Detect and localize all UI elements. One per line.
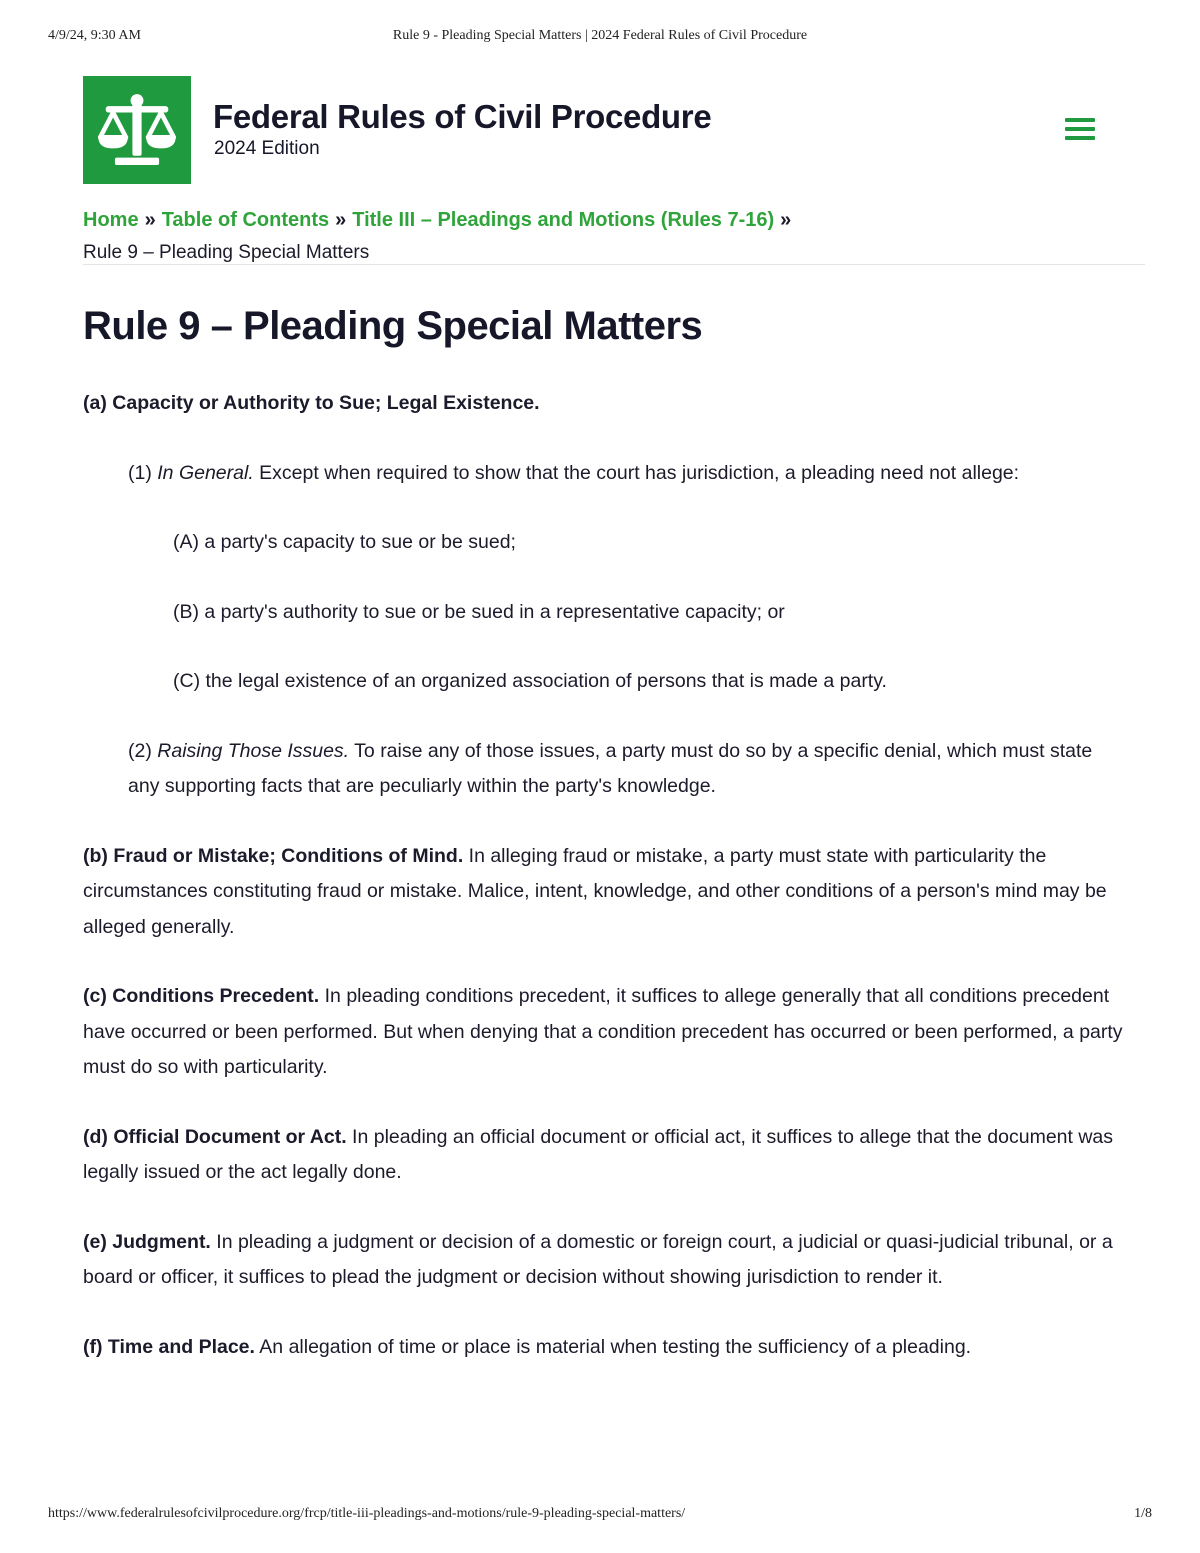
section-c-heading: Conditions Precedent. [112,985,320,1007]
section-d-label: (d) [83,1125,108,1148]
section-c-label: (c) [83,985,107,1007]
rule-section-e [83,1225,1128,1296]
section-a2-text: To raise any of those issues, a party must do so by a specific denial, which must state any supporting facts that are peculiarly within the party's knowledge. [128,739,1093,797]
rule-section-c [83,979,1128,1086]
section-e-heading: Judgment. [112,1230,211,1253]
site-header [83,76,1117,184]
section-a1-text: Except when required to show that the court has jurisdiction, a pleading need not allege: [253,461,1020,484]
print-page-number: 1/8 [1134,1506,1152,1521]
site-logo[interactable] [83,76,191,184]
print-date: 4/9/24, 9:30 AM [48,28,141,43]
page-title: Rule 9 – Pleading Special Matters [83,304,703,348]
print-page-title: Rule 9 - Pleading Special Matters | 2024 Federal Rules of Civil Procedure [392,28,808,43]
section-c-text: In pleading conditions precedent, it suffices to allege generally that all conditions precedent have occurred or been performed. But when denying that a condition precedent has occurred or been performed, a party must do so with particularity. [83,985,1123,1078]
section-d-heading: Official Document or Act. [113,1125,347,1148]
section-d-text: In pleading an official document or official act, it suffices to allege that the document was legally issued or the act legally done. [83,1125,1114,1183]
header-divider [83,264,1145,265]
section-f-text: An allegation of time or place is material when testing the sufficiency of a pleading. [254,1335,972,1358]
breadcrumb-current: Rule 9 – Pleading Special Matters [83,242,370,263]
site-title[interactable]: Federal Rules of Civil Procedure [213,98,712,135]
breadcrumb-separator: » [144,209,156,231]
hamburger-menu-icon[interactable] [1065,118,1095,142]
section-a1-label: (1) [128,461,152,484]
breadcrumb-title3-link[interactable]: Title III – Pleadings and Motions (Rules 7-16) [352,209,775,231]
section-b-text: In alleging fraud or mistake, a party must state with particularity the circumstances constituting fraud or mistake. Malice, intent, knowledge, and other conditions of a person's mind may be alleged generally. [83,844,1107,938]
section-b-heading: Fraud or Mistake; Conditions of Mind. [113,844,464,867]
rule-section-a1-A: (A) a party's capacity to sue or be sued; [173,531,516,553]
section-f-heading: Time and Place. [107,1335,255,1358]
rule-content [83,300,1128,1365]
print-footer [48,1506,1152,1526]
rule-section-a [83,386,1128,422]
rule-section-a1-C: (C) the legal existence of an organized association of persons that is made a party. [173,670,887,692]
section-f-label: (f) [83,1335,103,1358]
breadcrumb-separator: » [780,209,792,231]
rule-section-f [83,1330,1128,1366]
section-a-label: (a) [83,392,107,414]
scales-of-justice-icon [91,84,183,176]
breadcrumb-home-link[interactable]: Home [83,209,139,231]
section-e-label: (e) [83,1230,107,1253]
site-edition: 2024 Edition [214,138,320,159]
breadcrumb [83,204,983,269]
section-a2-heading: Raising Those Issues. [157,739,350,762]
section-b-label: (b) [83,844,108,867]
rule-section-b [83,839,1128,946]
rule-section-d [83,1120,1128,1191]
print-header [48,28,1152,48]
breadcrumb-toc-link[interactable]: Table of Contents [161,209,330,231]
rule-section-a1 [128,456,1128,492]
section-e-text: In pleading a judgment or decision of a domestic or foreign court, a judicial or quasi-judicial tribunal, or a board or officer, it suffices to plead the judgment or decision without showing jurisdiction to render it. [83,1230,1113,1288]
section-a1-heading: In General. [157,461,254,484]
section-a-heading: Capacity or Authority to Sue; Legal Existence. [112,392,540,414]
rule-section-a2 [128,734,1128,805]
breadcrumb-separator: » [335,209,347,231]
rule-section-a1-B: (B) a party's authority to sue or be sued in a representative capacity; or [173,600,785,623]
print-url: https://www.federalrulesofcivilprocedure.org/frcp/title-iii-pleadings-and-motions/rule-9-pleading-special-matters/ [48,1506,686,1521]
section-a2-label: (2) [128,739,152,762]
